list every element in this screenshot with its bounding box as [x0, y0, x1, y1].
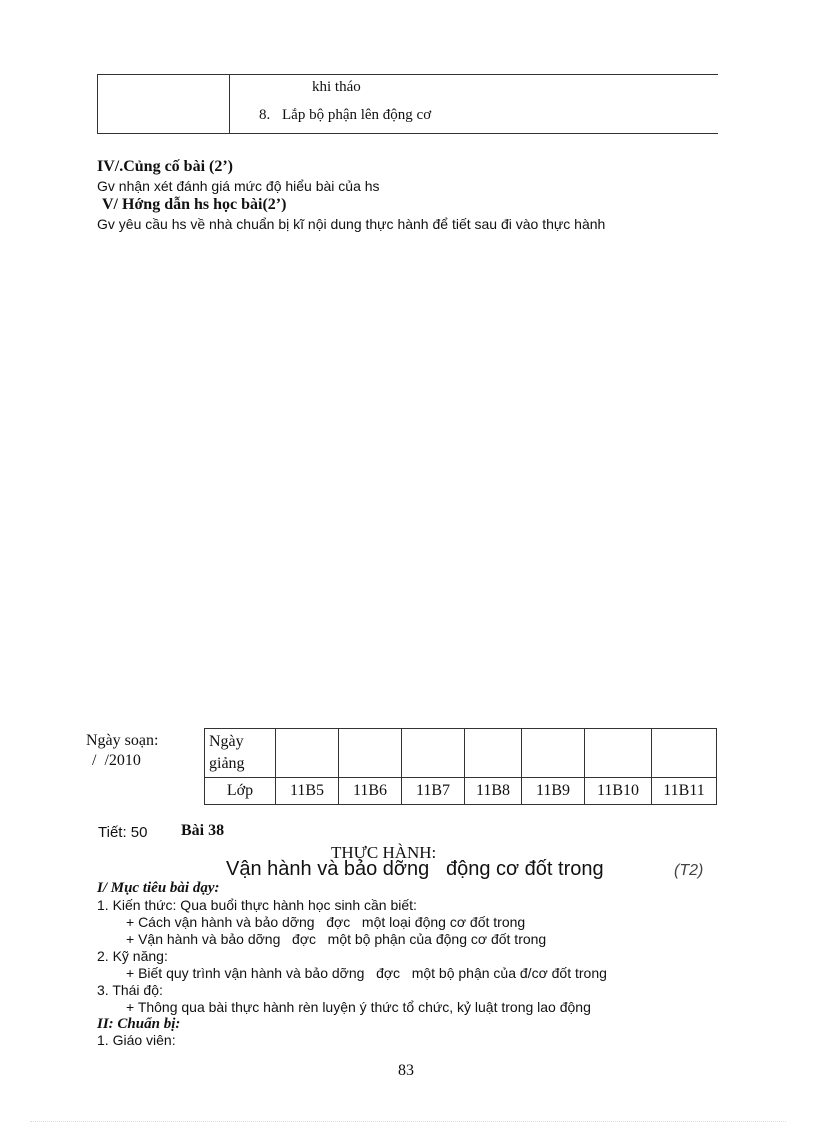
date-label: Ngày soạn:	[86, 732, 159, 749]
class-cell: 11B10	[585, 778, 652, 805]
schedule-header-ngay-giang: Ngày giảng	[205, 729, 276, 778]
section-4-text: Gv nhận xét đánh giá mức độ hiểu bài của hs	[97, 178, 380, 194]
table-divider	[229, 75, 230, 133]
page-bottom-edge	[30, 1121, 786, 1122]
date-value: / /2010	[88, 752, 141, 769]
class-cell: 11B9	[522, 778, 585, 805]
lesson-number: Bài 38	[181, 822, 225, 839]
section-5-text: Gv yêu cầu hs về nhà chuẩn bị kĩ nội dung thực hành để tiết sau đi vào thực hành	[97, 216, 606, 232]
class-cell: 11B11	[652, 778, 717, 805]
section-4-heading: IV/.Củng cố bài (2’)	[97, 158, 234, 175]
attitude-line: 3. Thái độ:	[97, 982, 163, 998]
date-cell	[652, 729, 717, 778]
objectives-heading: I/ Mục tiêu bài dạy:	[97, 880, 220, 896]
knowledge-line: 1. Kiến thức: Qua buổi thực hành học sinh cần biết:	[97, 897, 417, 913]
table-cell-step-text: Lắp bộ phận lên động cơ	[282, 107, 432, 123]
class-cell: 11B5	[276, 778, 339, 805]
attitude-item-1: + Thông qua bài thực hành rèn luyện ý thức tổ chức, kỷ luật trong lao động	[126, 999, 591, 1015]
skills-item-1: + Biết quy trình vận hành và bảo dỡng đợc một bộ phận của đ/cơ đốt trong	[126, 965, 607, 981]
lesson-title-main: Vận hành và bảo dỡng động cơ đốt trong	[226, 858, 604, 880]
schedule-row-classes	[205, 778, 717, 805]
teacher-line: 1. Giáo viên:	[97, 1032, 176, 1048]
lesson-period: Tiết: 50	[98, 824, 148, 841]
schedule-header-lop: Lớp	[205, 778, 276, 805]
class-cell: 11B6	[339, 778, 402, 805]
table-cell-step-number: 8.	[259, 107, 271, 123]
lesson-title-suffix: (T2)	[674, 862, 704, 879]
knowledge-item-2: + Vận hành và bảo dỡng đợc một bộ phận của động cơ đốt trong	[126, 931, 547, 947]
class-cell: 11B7	[402, 778, 465, 805]
class-cell: 11B8	[465, 778, 522, 805]
knowledge-item-1: + Cách vận hành và bảo dỡng đợc một loại động cơ đốt trong	[126, 914, 526, 930]
lesson-title-top: THỰC HÀNH:	[331, 843, 437, 862]
date-cell	[522, 729, 585, 778]
date-cell	[585, 729, 652, 778]
preparation-heading: II: Chuẩn bị:	[97, 1016, 181, 1032]
skills-line: 2. Kỹ năng:	[97, 948, 168, 964]
date-cell	[402, 729, 465, 778]
date-cell	[276, 729, 339, 778]
section-5-heading: V/ Hớng dẫn hs học bài(2’)	[102, 196, 287, 213]
date-cell	[339, 729, 402, 778]
table-cell-line1: khi tháo	[312, 79, 361, 95]
top-table	[97, 74, 718, 134]
schedule-row-dates	[205, 729, 717, 778]
date-cell	[465, 729, 522, 778]
page-number: 83	[398, 1062, 414, 1079]
schedule-table	[204, 728, 717, 805]
